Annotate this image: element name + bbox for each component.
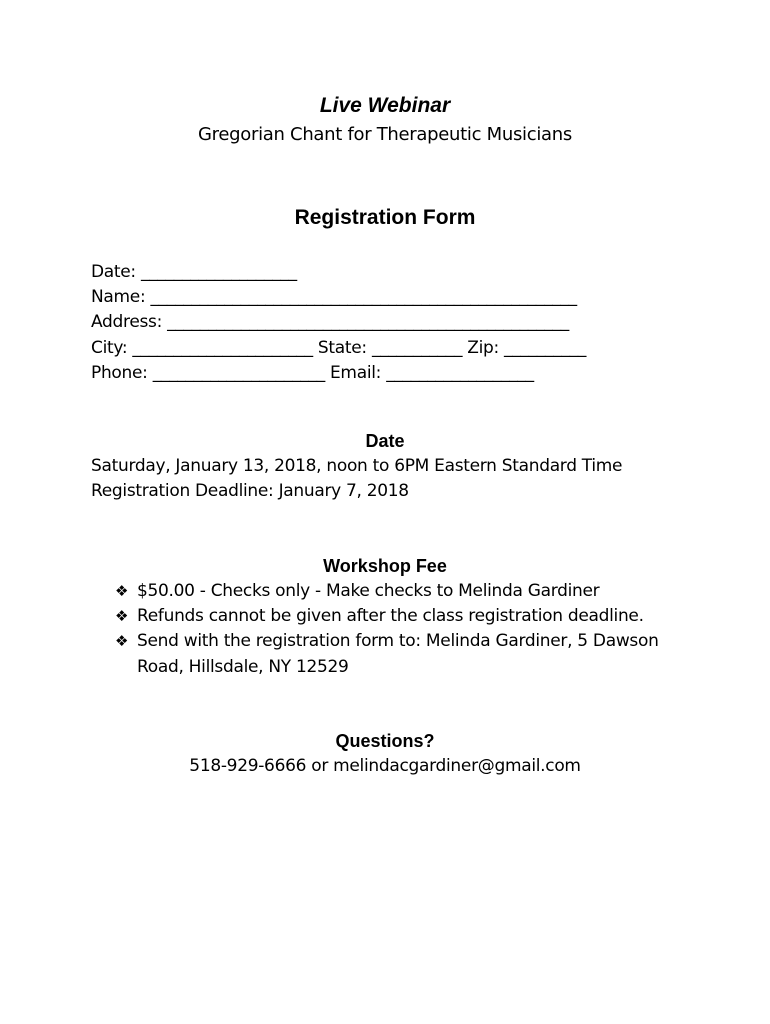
registration-form-heading: Registration Form [294,206,476,229]
phone-email-field-line: Phone: _____________________ Email: __________________ [91,363,534,383]
diamond-bullet-icon: ❖ [115,607,129,625]
date-field-line: Date: ___________________ [91,262,297,282]
mailing-bullet-item [115,631,659,651]
fee-bullet-text: $50.00 - Checks only - Make checks to Melinda Gardiner [137,581,600,601]
address-field-line: Address: _________________________________________________ [91,312,569,332]
questions-heading: Questions? [335,731,435,751]
refund-bullet-item [115,606,644,626]
event-date-text: Saturday, January 13, 2018, noon to 6PM Eastern Standard Time [91,456,623,476]
webinar-title: Live Webinar [319,94,451,117]
workshop-fee-heading: Workshop Fee [323,556,447,576]
fee-bullet-item [115,581,599,601]
date-section-heading: Date [365,431,405,451]
diamond-bullet-icon: ❖ [115,632,129,650]
name-field-line: Name: ____________________________________________________ [91,287,577,307]
registration-deadline-text: Registration Deadline: January 7, 2018 [91,481,409,501]
city-state-zip-field-line: City: ______________________ State: ___________ Zip: __________ [91,338,587,358]
contact-info-text: 518-929-6666 or melindacgardiner@gmail.com [189,756,581,776]
refund-bullet-text: Refunds cannot be given after the class registration deadline. [137,606,644,626]
webinar-subtitle: Gregorian Chant for Therapeutic Musicians [198,124,572,145]
diamond-bullet-icon: ❖ [115,582,129,600]
mailing-bullet-text: Send with the registration form to: Melinda Gardiner, 5 Dawson [137,631,659,651]
mailing-address-continuation: Road, Hillsdale, NY 12529 [137,657,349,677]
